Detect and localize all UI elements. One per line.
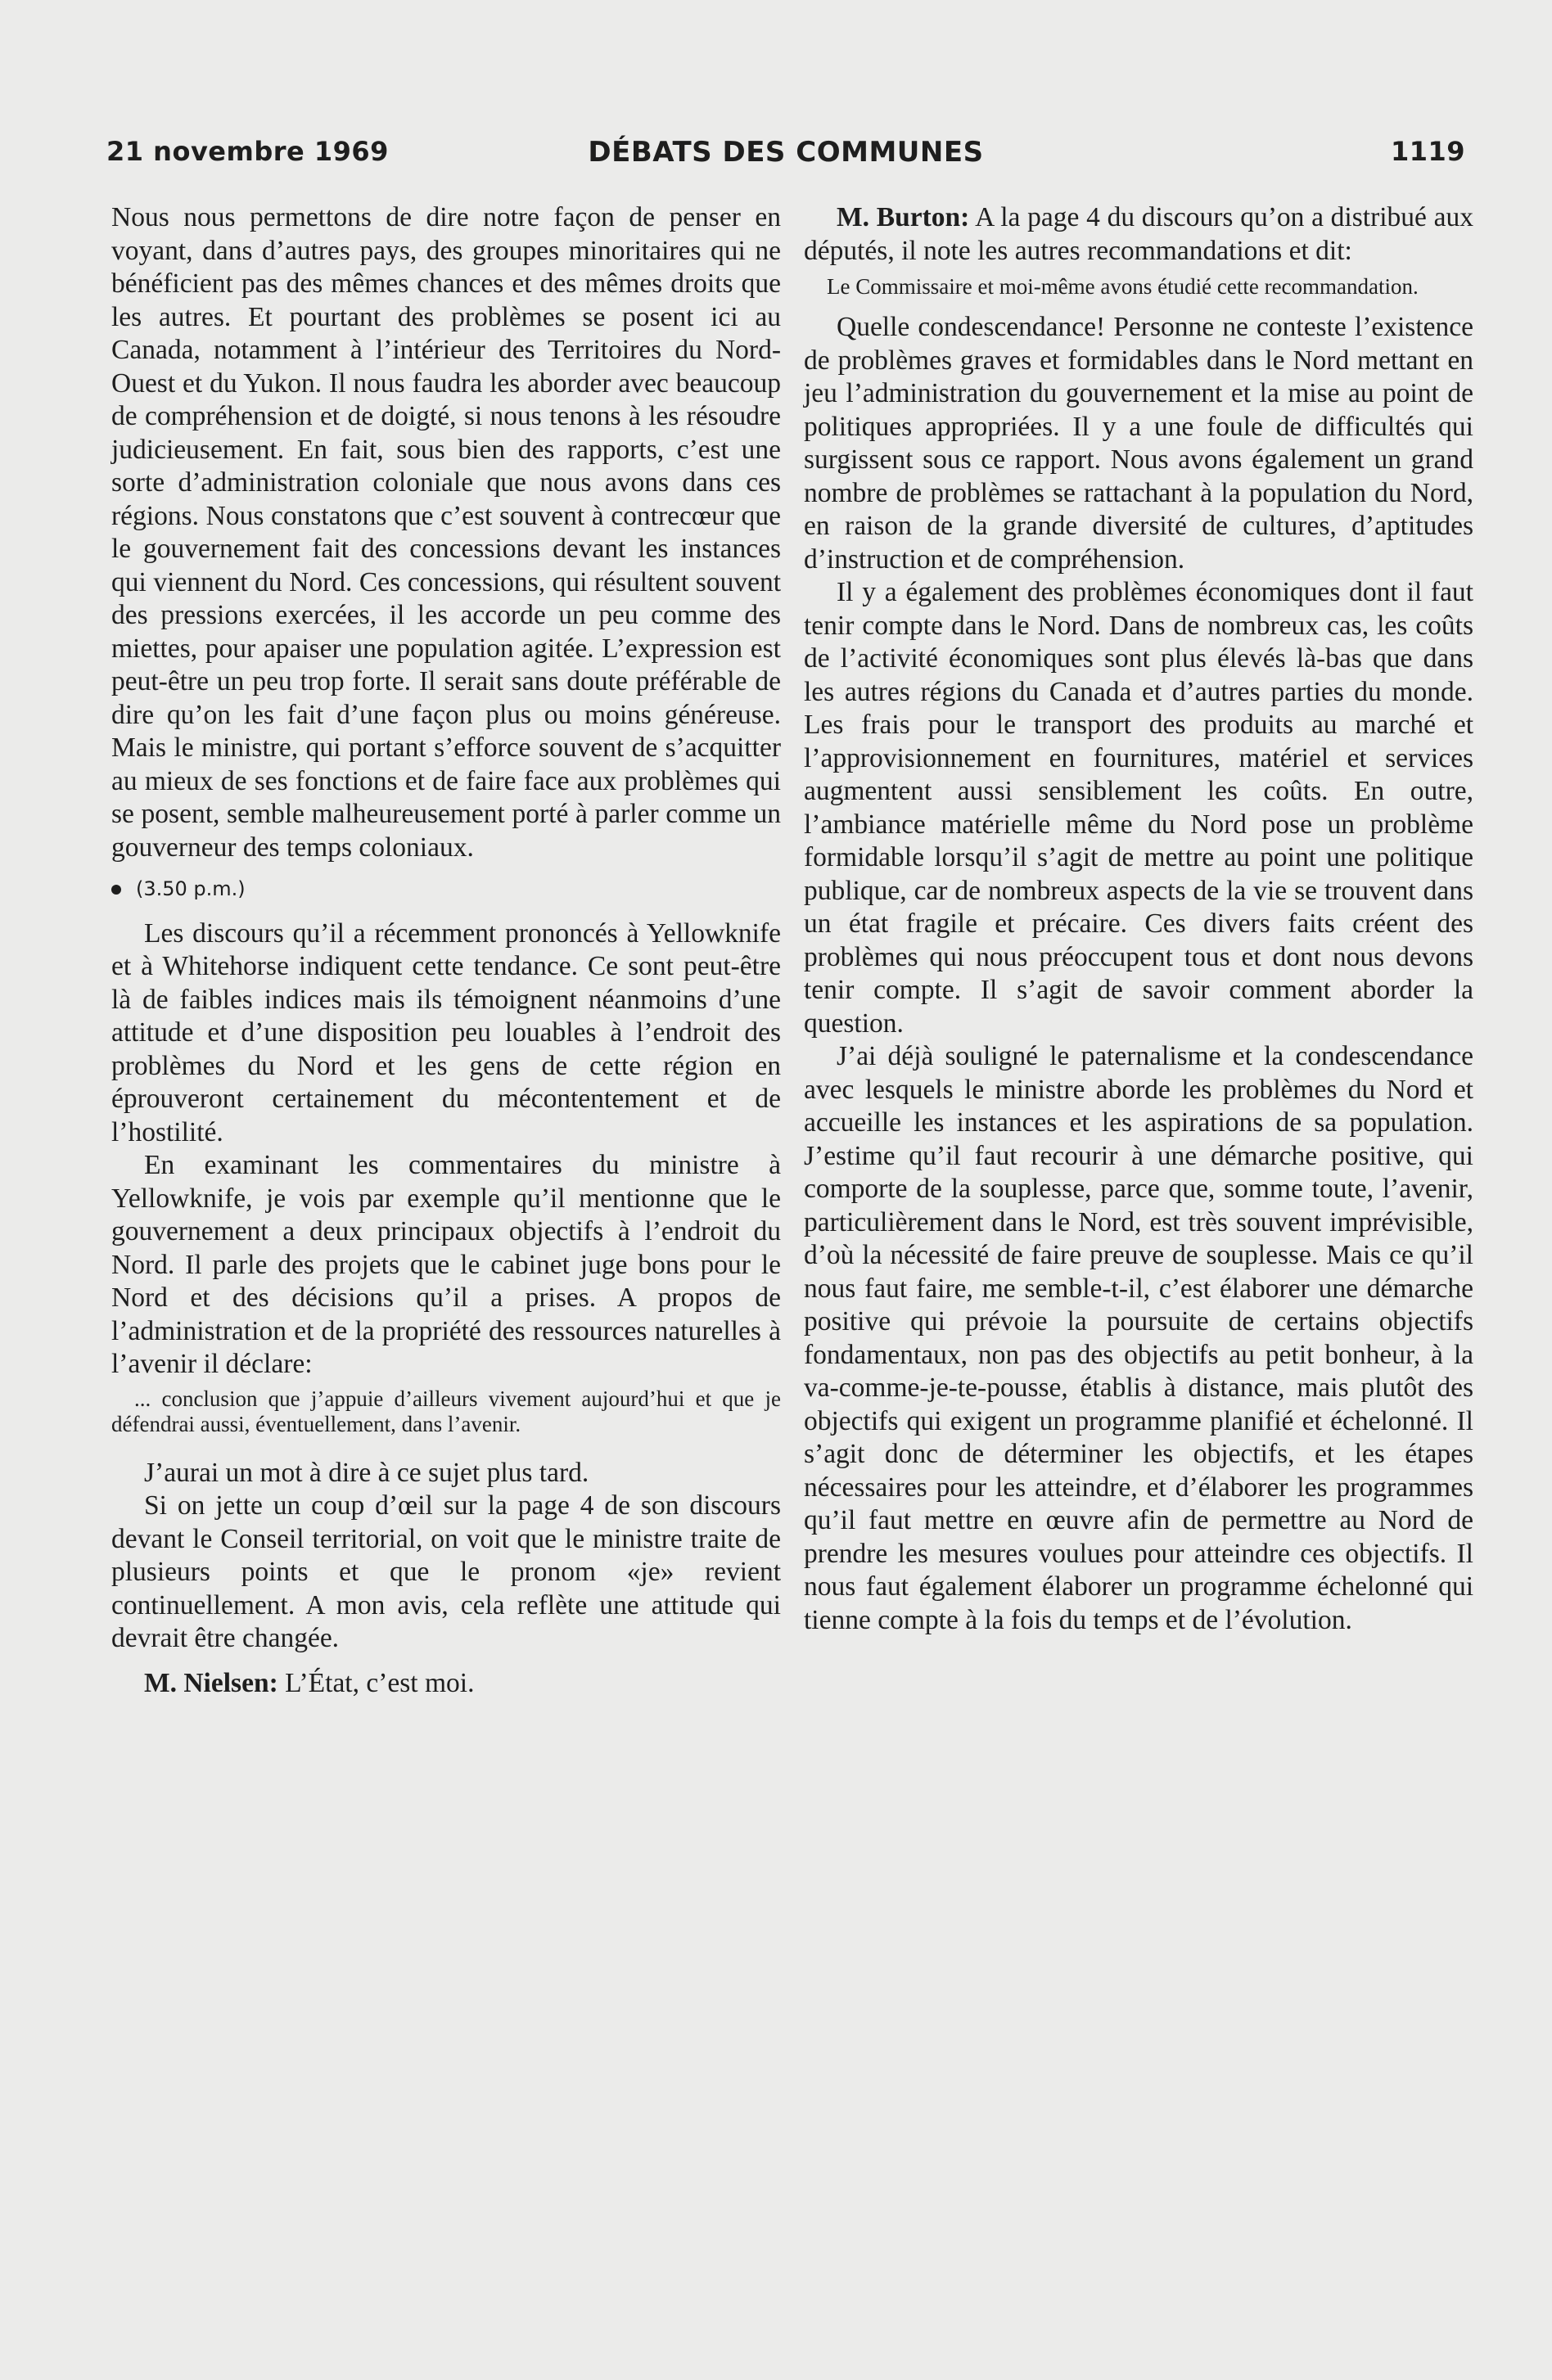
paragraph: Nous nous permettons de dire notre façon de penser en voyant, dans d’autres pays, des groupes minoritaires qui ne bénéficient pas des mêmes chances et des mêmes droits que les autres. Et pourtant des problèmes se posent ici au Canada, notamment à l’intérieur des Territoires du Nord-Ouest et du Yukon. Il nous faudra les aborder avec beaucoup de compréhension et de doigté, si nous tenons à les résoudre judicieusement. En fait, sous bien des rapports, c’est une sorte d’administration coloniale que nous avons dans ces régions. Nous constatons que c’est souvent à contrecœur que le gouvernement fait des concessions devant les instances qui viennent du Nord. Ces concessions, qui résultent souvent des pressions exercées, il les accorde un peu comme des miettes, pour apaiser une population agitée. L’expression est peut-être un peu trop forte. Il serait sans doute préférable de dire qu’on les fait d’une façon plus ou moins généreuse. Mais le ministre, qui portant s’efforce souvent de s’acquitter au mieux de ses fonctions et de faire face aux problèmes qui se posent, semble malheureusement porté à parler comme un gouverneur des temps coloniaux. bbox=[111, 202, 781, 863]
speech-text: L’État, c’est moi. bbox=[285, 1667, 475, 1698]
header-date: 21 novembre 1969 bbox=[106, 136, 389, 167]
timestamp-text: (3.50 p.m.) bbox=[136, 877, 246, 900]
header-title: DÉBATS DES COMMUNES bbox=[588, 136, 984, 169]
speaker-name: M. Nielsen: bbox=[144, 1667, 278, 1698]
speaker-name: M. Burton: bbox=[837, 202, 970, 232]
block-quote: Le Commissaire et moi-même avons étudié cette recommandation. bbox=[827, 274, 1419, 299]
paragraph: Il y a également des problèmes économiques dont il faut tenir compte dans le Nord. Dans de nombreux cas, les coûts de l’activité économiques sont plus élevés là-bas que dans les autres régions du Canada et d’autres parties du monde. Les frais pour le transport des produits au marché et l’approvisionnement en fournitures, matériel et services augmentent aussi sensiblement les coûts. En outre, l’ambiance matérielle même du Nord pose un problème formidable lorsqu’il s’agit de mettre au point une politique publique, car de nombreux aspects de la vie se trouvent dans un état fragile et précaire. Ces divers faits créent des problèmes qui nous préoccupent tous et dont nous devons tenir compte. Il s’agit de savoir comment aborder la question. bbox=[804, 577, 1473, 1039]
paragraph: J’aurai un mot à dire à ce sujet plus tard. bbox=[144, 1457, 589, 1488]
paragraph: Quelle condescendance! Personne ne conteste l’existence de problèmes graves et formidables dans le Nord mettant en jeu l’administration du gouvernement et la mise au point de politiques appropriées. Il y a une foule de difficultés qui surgissent sous ce rapport. Nous avons également un grand nombre de problèmes se rattachant à la population du Nord, en raison de la grande diversité de cultures, d’aptitudes d’instruction et de compréhension. bbox=[804, 312, 1473, 575]
page-number: 1119 bbox=[1390, 136, 1465, 167]
paragraph: En examinant les commentaires du ministre à Yellowknife, je vois par exemple qu’il mentionne que le gouvernement a deux principaux objectifs à l’endroit du Nord. Il parle des projets que le cabinet juge bons pour le Nord et des décisions qu’il a prises. A propos de l’administration et de la propriété des ressources naturelles à l’avenir il déclare: bbox=[111, 1150, 781, 1379]
paragraph: Si on jette un coup d’œil sur la page 4 de son discours devant le Conseil territorial, on voit que le ministre traite de plusieurs points et que le pronom «je» revient continuellement. A mon avis, cela reflète une attitude qui devrait être changée. bbox=[111, 1490, 781, 1653]
speaker-paragraph bbox=[804, 201, 1473, 268]
speaker-paragraph bbox=[111, 1667, 781, 1701]
timestamp bbox=[111, 872, 781, 906]
left-column bbox=[111, 201, 781, 1700]
paragraph: J’ai déjà souligné le paternalisme et la condescendance avec lesquels le ministre aborde les problèmes du Nord et accueille les instances et les aspirations de sa population. J’estime qu’il faut recourir à une démarche positive, qui comporte de la souplesse, parce que, somme toute, l’avenir, particulièrement dans le Nord, est très souvent imprévisible, d’où la nécessité de faire preuve de souplesse. Mais ce qu’il nous faut faire, me semble-t-il, c’est élaborer une démarche positive qui prévoie la poursuite de certains objectifs fondamentaux, non pas des objectifs au petit bonheur, à la va-comme-je-te-pousse, établis à distance, mais plutôt des objectifs qui exigent un programme planifié et échelonné. Il s’agit donc de déterminer les objectifs, et les étapes nécessaires pour les atteindre, et d’élaborer les programmes qu’il faut mettre en œuvre afin de permettre au Nord de prendre les mesures voulues pour atteindre ces objectifs. Il nous faut également élaborer un programme échelonné qui tienne compte à la fois du temps et de l’évolution. bbox=[804, 1041, 1473, 1635]
page-header bbox=[106, 136, 1465, 177]
bullet-icon bbox=[111, 885, 121, 895]
block-quote: ... conclusion que j’appuie d’ailleurs vivement aujourd’hui et que je défendrai aussi, éventuellement, dans l’avenir. bbox=[111, 1386, 781, 1436]
paragraph: Les discours qu’il a récemment prononcés à Yellowknife et à Whitehorse indiquent cette tendance. Ce sont peut-être là de faibles indices mais ils témoignent néanmoins d’une attitude et d’une disposition peu louables à l’endroit des problèmes du Nord et les gens de cette région en éprouveront certainement du mécontentement et de l’hostilité. bbox=[111, 917, 781, 1147]
speech-text: A la page 4 du discours qu’on a distribué aux députés, il note les autres recommandations et dit: bbox=[804, 202, 1474, 266]
right-column bbox=[804, 201, 1473, 1637]
